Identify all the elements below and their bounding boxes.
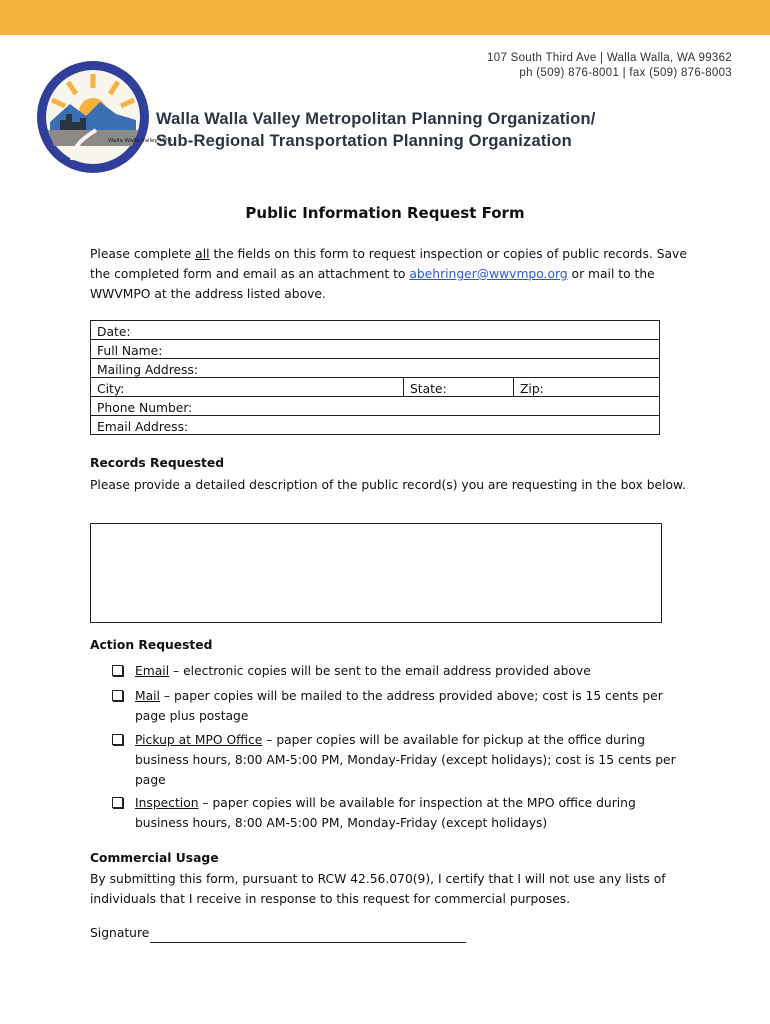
address-line: 107 South Third Ave | Walla Walla, WA 99362	[487, 52, 732, 64]
form-title: Public Information Request Form	[245, 204, 525, 222]
date-label: Date:	[97, 325, 131, 339]
mpo-logo	[36, 60, 172, 174]
signature-line[interactable]	[150, 942, 466, 943]
logo-caption: Walla Walla Valley MPO	[108, 138, 172, 144]
phone-field[interactable]	[91, 397, 660, 416]
option-pickup-desc: – paper copies will be available for pickup at the office during business hours, 8:00 AM-5:00 PM, Monday-Friday (except holidays); cost is 15 cents per page	[135, 733, 676, 787]
state-field[interactable]	[404, 378, 514, 397]
records-heading: Records Requested	[90, 456, 225, 470]
phone-label: Phone Number:	[97, 401, 193, 415]
intro-text-3: or mail to the WWVMPO at the address listed above.	[90, 267, 655, 301]
pickup-checkbox[interactable]	[112, 734, 123, 745]
email-label: Email Address:	[97, 420, 189, 434]
intro-text-1: Please complete	[90, 247, 196, 261]
option-inspection-label: Inspection	[135, 796, 199, 810]
intro-paragraph	[90, 244, 690, 304]
full-name-field[interactable]	[91, 340, 660, 359]
commercial-heading: Commercial Usage	[90, 851, 219, 865]
org-line-2: Sub-Regional Transportation Planning Organization	[156, 132, 572, 150]
zip-label: Zip:	[520, 382, 544, 396]
office-address	[487, 51, 732, 81]
state-label: State:	[410, 382, 447, 396]
phone-fax-line: ph (509) 876-8001 | fax (509) 876-8003	[519, 67, 732, 79]
zip-field[interactable]	[514, 378, 660, 397]
option-email-desc: – electronic copies will be sent to the email address provided above	[169, 664, 591, 678]
option-mail-desc: – paper copies will be mailed to the address provided above; cost is 15 cents per page plus postage	[135, 689, 663, 723]
city-field[interactable]	[91, 378, 404, 397]
mailing-address-label: Mailing Address:	[97, 363, 199, 377]
option-mail-label: Mail	[135, 689, 160, 703]
intro-text-2: the fields on this form to request inspection or copies of public records. Save the completed form and email as an attachment to	[90, 247, 687, 281]
date-field[interactable]	[91, 321, 660, 340]
mailing-address-field[interactable]	[91, 359, 660, 378]
email-link[interactable]: abehringer@wwvmpo.org	[409, 267, 568, 281]
signature-label: Signature	[90, 926, 150, 940]
mail-checkbox[interactable]	[112, 690, 123, 701]
full-name-label: Full Name:	[97, 344, 163, 358]
option-inspection-desc: – paper copies will be available for inspection at the MPO office during business hours, 8:00 AM-5:00 PM, Monday-Friday (except holidays)	[135, 796, 636, 830]
records-description-box[interactable]	[90, 523, 662, 623]
organization-name	[156, 108, 596, 152]
action-heading: Action Requested	[90, 638, 213, 652]
intro-emphasis-all: all	[195, 247, 210, 261]
top-accent-bar	[0, 0, 770, 35]
contact-fields-table	[90, 320, 660, 435]
org-line-1: Walla Walla Valley Metropolitan Planning Organization/	[156, 110, 596, 128]
email-checkbox[interactable]	[112, 665, 123, 676]
option-email-label: Email	[135, 664, 170, 678]
option-pickup-label: Pickup at MPO Office	[135, 733, 263, 747]
records-instructions: Please provide a detailed description of the public record(s) you are requesting in the box below.	[90, 478, 686, 492]
email-field[interactable]	[91, 416, 660, 435]
commercial-statement: By submitting this form, pursuant to RCW 42.56.070(9), I certify that I will not use any lists of individuals that I receive in response to this request for commercial purposes.	[90, 872, 666, 906]
inspection-checkbox[interactable]	[112, 797, 123, 808]
city-label: City:	[97, 382, 125, 396]
